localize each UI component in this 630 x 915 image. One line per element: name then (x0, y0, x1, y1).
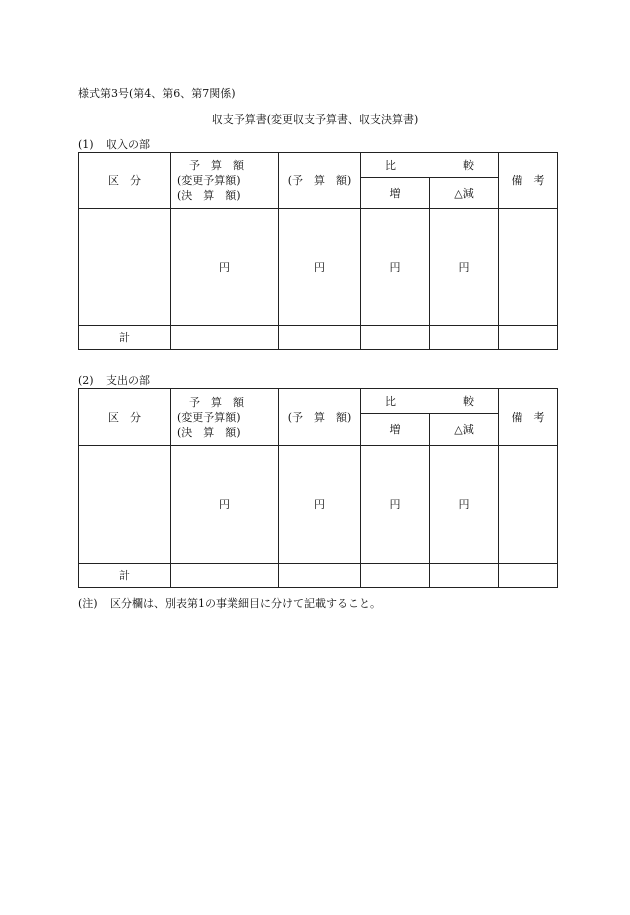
header-budget-line1: 予 算 額 (189, 395, 244, 409)
total-remarks-cell (499, 326, 558, 350)
body-category-cell (79, 446, 171, 564)
header-comparison (361, 153, 499, 178)
section-title: 支出の部 (106, 374, 150, 387)
unit-yen: 円 (314, 260, 325, 274)
body-prev-budget-cell (279, 209, 361, 326)
body-remarks-cell (499, 446, 558, 564)
total-decrease-cell (430, 564, 499, 588)
header-comparison-right: 較 (463, 158, 474, 172)
header-prev-budget: (予 算 額) (279, 389, 361, 446)
header-remarks: 備 考 (499, 389, 558, 446)
header-budget-line1: 予 算 額 (189, 159, 244, 172)
unit-yen: 円 (314, 498, 325, 511)
body-decrease-cell (430, 209, 499, 326)
total-prev-budget-cell (279, 326, 361, 350)
body-prev-budget-cell (279, 446, 361, 564)
header-comparison-left: 比 (385, 394, 396, 408)
total-prev-budget-cell (279, 564, 361, 588)
unit-yen: 円 (458, 498, 470, 511)
total-budget-cell (171, 326, 279, 350)
body-category-cell (79, 209, 171, 326)
body-remarks-cell (499, 209, 558, 326)
body-budget-cell (171, 446, 279, 564)
header-comparison-left: 比 (385, 158, 396, 172)
header-budget-line2: (変更予算額) (177, 174, 241, 187)
total-label: 計 (79, 326, 171, 350)
section-heading-expense (78, 372, 150, 388)
header-budget-line2: (変更予算額) (177, 410, 241, 424)
total-budget-cell (171, 564, 279, 588)
total-increase-cell (361, 326, 430, 350)
income-table (78, 152, 558, 350)
body-decrease-cell (430, 446, 499, 564)
header-category: 区 分 (79, 389, 171, 446)
total-increase-cell (361, 564, 430, 588)
header-increase: 増 (361, 178, 430, 209)
header-decrease: △減 (430, 178, 499, 209)
unit-yen: 円 (219, 260, 230, 274)
unit-yen: 円 (458, 260, 470, 274)
total-decrease-cell (430, 326, 499, 350)
footnote (78, 595, 381, 611)
unit-yen: 円 (389, 260, 401, 274)
header-increase: 増 (361, 414, 430, 446)
footnote-label: (注) (78, 597, 98, 610)
unit-yen: 円 (219, 498, 230, 511)
header-comparison-right: 較 (463, 394, 474, 408)
section-title: 収入の部 (106, 138, 150, 151)
total-label: 計 (79, 564, 171, 588)
footnote-text: 区分欄は、別表第1の事業細目に分けて記載すること。 (110, 597, 381, 610)
header-remarks: 備 考 (499, 153, 558, 209)
header-budget (171, 389, 279, 446)
body-budget-cell (171, 209, 279, 326)
header-budget-line3: (決 算 額) (177, 425, 241, 439)
header-prev-budget: (予 算 額) (279, 153, 361, 209)
header-comparison (361, 389, 499, 414)
body-increase-cell (361, 446, 430, 564)
header-budget-line3: (決 算 額) (177, 189, 241, 202)
body-increase-cell (361, 209, 430, 326)
unit-yen: 円 (389, 498, 401, 511)
document-title: 収支予算書(変更収支予算書、収支決算書) (211, 113, 419, 126)
expense-table (78, 388, 558, 588)
form-number: 様式第3号(第4、第6、第7関係) (78, 87, 236, 100)
header-category: 区 分 (79, 153, 171, 209)
total-remarks-cell (499, 564, 558, 588)
header-budget (171, 153, 279, 209)
header-decrease: △減 (430, 414, 499, 446)
section-number: (1) (78, 138, 94, 151)
section-heading-income (78, 136, 150, 152)
section-number: (2) (78, 374, 94, 387)
